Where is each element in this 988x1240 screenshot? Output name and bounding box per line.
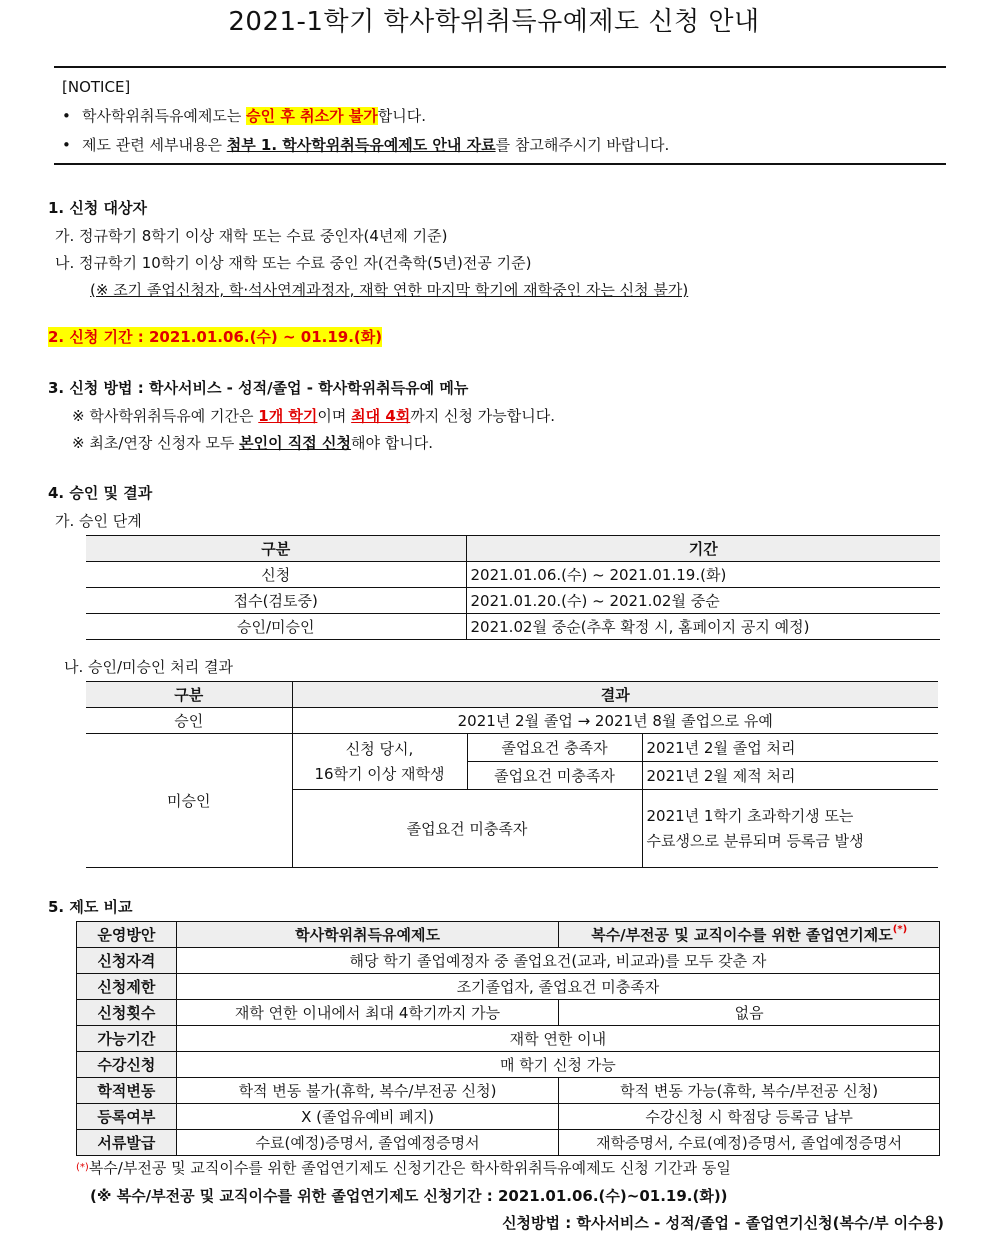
stage-cell: 신청 [86, 562, 466, 588]
notice-bottom-rule [54, 163, 946, 165]
section-1-note: (※ 조기 졸업신청자, 학·석사연계과정자, 재학 연한 마지막 학기에 재학중인 자는 신청 불가) [90, 281, 689, 299]
row-merged-cell: 조기졸업자, 졸업요건 미충족자 [176, 974, 939, 1000]
system-comparison-table [76, 921, 940, 1156]
period-col-header: 기간 [466, 536, 940, 562]
notice-top-rule [54, 66, 946, 68]
approved-result-cell: 2021년 2월 졸업 → 2021년 8월 졸업으로 유예 [292, 708, 938, 734]
period-cell: 2021.01.20.(수) ~ 2021.02월 중순 [466, 588, 940, 614]
postponement-cell: 수강신청 시 학점당 등록금 납부 [559, 1104, 940, 1130]
row-label: 신청자격 [77, 948, 177, 974]
postponement-cell: 재학증명서, 수료(예정)증명서, 졸업예정증명서 [559, 1130, 940, 1156]
row-merged-cell: 재학 연한 이내 [176, 1026, 939, 1052]
notice-highlight: 승인 후 취소가 불가 [246, 107, 378, 125]
requirement-unmet-result: 2021년 2월 제적 처리 [642, 762, 938, 790]
row-label: 학적변동 [77, 1078, 177, 1104]
comparison-footnote: (*)복수/부전공 및 교직이수를 위한 졸업연기제도 신청기간은 학사학위취득유예제도 신청 기간과 동일 [76, 1159, 731, 1177]
notice-line-1: • 학사학위취득유예제도는 승인 후 취소가 불가합니다. [62, 107, 427, 125]
section-2-heading: 2. 신청 기간 : 2021.01.06.(수) ~ 01.19.(화) [48, 328, 383, 346]
requirement-unmet-other-result: 2021년 1학기 초과학기생 또는 수료생으로 분류되며 등록금 발생 [642, 790, 938, 868]
stage-cell: 승인/미승인 [86, 614, 466, 640]
section-1-item-a: 가. 정규학기 8학기 이상 재학 또는 수료 중인자(4년제 기준) [55, 227, 448, 245]
row-label: 서류발급 [77, 1130, 177, 1156]
policy-col-header: 운영방안 [77, 922, 177, 948]
section-5-heading: 5. 제도 비교 [48, 898, 133, 916]
requirement-unmet-cell: 졸업요건 미충족자 [467, 762, 642, 790]
deferral-cell: 학적 변동 불가(휴학, 복수/부전공 신청) [176, 1078, 558, 1104]
category-col-header: 구분 [86, 682, 292, 708]
notice-line-2: • 제도 관련 세부내용은 첨부 1. 학사학위취득유예제도 안내 자료를 참고해주시기 바랍니다. [62, 136, 670, 154]
deferral-cell: 재학 연한 이내에서 최대 4학기까지 가능 [176, 1000, 558, 1026]
row-label: 신청제한 [77, 974, 177, 1000]
approval-stage-table [86, 535, 940, 640]
requirement-unmet-other-cell: 졸업요건 미충족자 [292, 790, 642, 868]
postponement-period-note: (※ 복수/부전공 및 교직이수를 위한 졸업연기제도 신청기간 : 2021.01.06.(수)~01.19.(화)) [90, 1187, 728, 1205]
requirement-met-cell: 졸업요건 충족자 [467, 734, 642, 762]
row-label: 신청횟수 [77, 1000, 177, 1026]
approval-result-table [86, 681, 938, 868]
deferral-col-header: 학사학위취득유예제도 [176, 922, 558, 948]
stage-cell: 접수(검토중) [86, 588, 466, 614]
row-merged-cell: 해당 학기 졸업예정자 중 졸업요건(교과, 비교과)를 모두 갖춘 자 [176, 948, 939, 974]
approved-cell: 승인 [86, 708, 292, 734]
section-4-heading: 4. 승인 및 결과 [48, 484, 153, 502]
section-3-note-2: ※ 최초/연장 신청자 모두 본인이 직접 신청해야 합니다. [72, 434, 433, 452]
stage-col-header: 구분 [86, 536, 466, 562]
notice-attachment-ref: 첨부 1. 학사학위취득유예제도 안내 자료 [226, 136, 496, 154]
section-4-sub-b: 나. 승인/미승인 처리 결과 [64, 658, 234, 676]
section-4-sub-a: 가. 승인 단계 [55, 512, 142, 530]
section-3-heading: 3. 신청 방법 : 학사서비스 - 성적/졸업 - 학사학위취득유예 메뉴 [48, 379, 469, 397]
postponement-col-header: 복수/부전공 및 교직이수를 위한 졸업연기제도(*) [559, 922, 940, 948]
period-cell: 2021.02월 중순(추후 확정 시, 홈페이지 공지 예정) [466, 614, 940, 640]
footnote-marker: (*) [892, 924, 908, 935]
result-col-header: 결과 [292, 682, 938, 708]
row-label: 등록여부 [77, 1104, 177, 1130]
postponement-method: 신청방법 : 학사서비스 - 성적/졸업 - 졸업연기신청(복수/부 이수용) [502, 1214, 944, 1232]
row-label: 가능기간 [77, 1026, 177, 1052]
deferral-cell: X (졸업유예비 폐지) [176, 1104, 558, 1130]
postponement-cell: 없음 [559, 1000, 940, 1026]
requirement-met-result: 2021년 2월 졸업 처리 [642, 734, 938, 762]
row-merged-cell: 매 학기 신청 가능 [176, 1052, 939, 1078]
section-3-note-1: ※ 학사학위취득유예 기간은 1개 학기이며 최대 4회까지 신청 가능합니다. [72, 407, 556, 425]
period-cell: 2021.01.06.(수) ~ 2021.01.19.(화) [466, 562, 940, 588]
section-1-item-b: 나. 정규학기 10학기 이상 재학 또는 수료 중인 자(건축학(5년)전공 기준) [55, 254, 532, 272]
notice-heading: [NOTICE] [62, 78, 131, 96]
deferral-cell: 수료(예정)증명서, 졸업예정증명서 [176, 1130, 558, 1156]
condition-cell: 신청 당시, 16학기 이상 재학생 [292, 734, 467, 790]
section-1-heading: 1. 신청 대상자 [48, 199, 148, 217]
postponement-cell: 학적 변동 가능(휴학, 복수/부전공 신청) [559, 1078, 940, 1104]
rejected-cell: 미승인 [86, 734, 292, 868]
page-title: 2021-1학기 학사학위취득유예제도 신청 안내 [228, 7, 760, 37]
row-label: 수강신청 [77, 1052, 177, 1078]
